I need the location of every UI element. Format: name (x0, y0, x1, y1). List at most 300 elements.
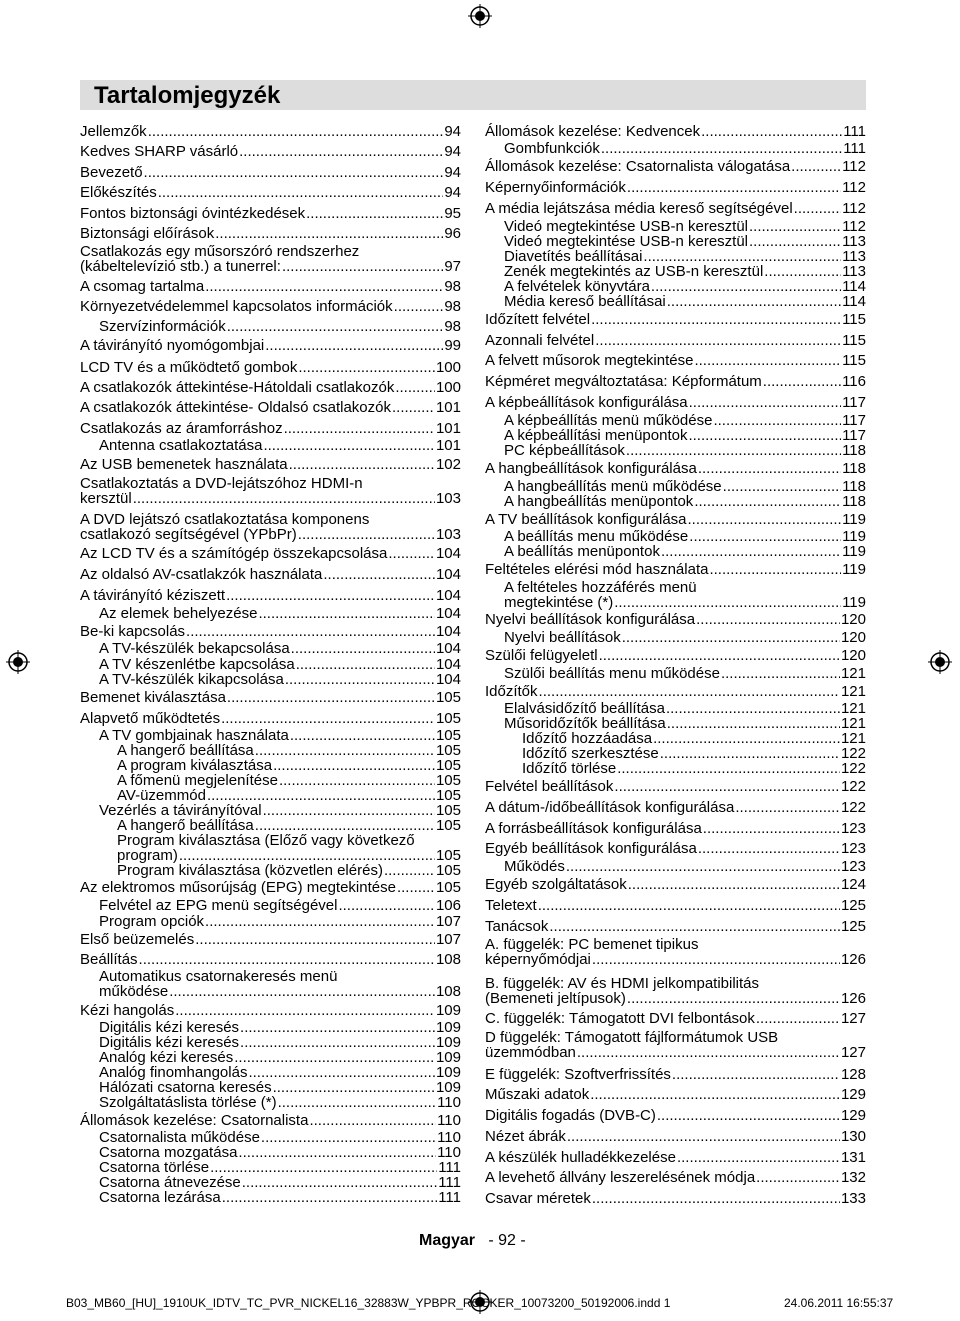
toc-entry[interactable] (80, 833, 461, 864)
toc-entry[interactable] (485, 159, 866, 175)
toc-entry[interactable] (485, 1108, 866, 1124)
toc-entry-title: Felvétel beállítások (485, 778, 614, 795)
toc-entry-title: Beállítás (80, 951, 138, 968)
toc-dot-leader (215, 226, 443, 242)
toc-page-number: 101 (435, 437, 461, 454)
toc-dot-leader (282, 259, 443, 275)
toc-entry[interactable] (485, 937, 866, 968)
toc-dot-leader (689, 529, 841, 545)
toc-entry-title: Csatorna átnevezése (99, 1174, 241, 1191)
toc-page-number: 109 (435, 1002, 461, 1019)
toc-entry-title: Az LCD TV és a számítógép összekapcsolása (80, 545, 388, 562)
toc-page-number: 120 (840, 647, 866, 664)
page-footer (419, 1232, 526, 1250)
toc-entry-title: Az USB bemenetek használata (80, 456, 288, 473)
toc-entry-title: Videó megtekintése USB-n keresztül (504, 218, 749, 235)
footer-language: Magyar (419, 1232, 476, 1249)
toc-entry[interactable] (485, 1011, 866, 1027)
toc-entry[interactable] (80, 711, 461, 727)
toc-page-number: 105 (435, 772, 461, 789)
toc-page-number: 105 (435, 787, 461, 804)
toc-page-number: 105 (435, 742, 461, 759)
toc-entry-title: D függelék: Támogatott fájlformátumok USB (485, 1029, 779, 1046)
toc-entry-title: megtekintése (*) (504, 594, 614, 611)
toc-entry[interactable] (80, 144, 461, 160)
toc-entry[interactable] (485, 1129, 866, 1145)
toc-page-number: 110 (437, 1129, 461, 1146)
toc-page-number: 120 (840, 629, 866, 646)
toc-page-number: 104 (435, 587, 461, 604)
toc-entry-title: A távirányító nyomógombjai (80, 337, 265, 354)
toc-entry[interactable] (485, 1150, 866, 1166)
toc-dot-leader (628, 877, 840, 893)
toc-page-number: 105 (435, 847, 461, 864)
toc-dot-leader (175, 1003, 435, 1019)
registration-mark-left-icon (6, 650, 30, 674)
toc-entry[interactable] (485, 666, 866, 682)
toc-dot-leader (590, 1087, 840, 1103)
toc-entry-title: Be-ki kapcsolás (80, 623, 186, 640)
toc-dot-leader (278, 1095, 437, 1111)
toc-dot-leader (384, 863, 435, 879)
toc-entry[interactable] (485, 1087, 866, 1103)
toc-dot-leader (791, 159, 841, 175)
toc-page-number: 104 (435, 545, 461, 562)
toc-entry-title: AV-üzemmód (117, 787, 206, 804)
toc-dot-leader (222, 1190, 437, 1206)
toc-page-number: 95 (444, 205, 461, 222)
toc-entry[interactable] (485, 294, 866, 310)
toc-entry-title: Környezetvédelemmel kapcsolatos információk (80, 298, 393, 315)
toc-entry-title: kersztül (80, 490, 132, 507)
toc-dot-leader (265, 338, 443, 354)
toc-entry[interactable] (80, 299, 461, 315)
registration-mark-top-icon (468, 4, 492, 28)
toc-page-number: 121 (840, 665, 866, 682)
toc-page-number: 105 (435, 817, 461, 834)
toc-entry-title: Biztonsági előírások (80, 225, 215, 242)
toc-page-number: 118 (842, 460, 866, 477)
toc-entry[interactable] (80, 226, 461, 242)
toc-entry[interactable] (80, 641, 461, 657)
toc-entry[interactable] (80, 567, 461, 583)
toc-entry[interactable] (485, 124, 866, 140)
toc-page-number: 120 (840, 611, 866, 628)
toc-entry-title: Előkészítés (80, 184, 157, 201)
toc-entry-title: A program kiválasztása (117, 757, 273, 774)
toc-entry-title: Digitális kézi keresés (99, 1034, 240, 1051)
toc-dot-leader (239, 144, 443, 160)
toc-page-number: 110 (437, 1112, 461, 1129)
toc-dot-leader (614, 779, 840, 795)
toc-entry[interactable] (485, 877, 866, 893)
toc-page-number: 111 (843, 140, 866, 157)
toc-dot-leader (657, 1108, 840, 1124)
toc-entry[interactable] (80, 932, 461, 948)
toc-dot-leader (723, 479, 841, 495)
toc-page-number: 103 (435, 490, 461, 507)
toc-entry-title: Feltételes elérési mód használata (485, 561, 709, 578)
toc-page-number: 107 (435, 913, 461, 930)
toc-entry[interactable] (80, 1113, 461, 1129)
toc-entry-title: Program kiválasztása (Előző vagy következő (117, 832, 415, 849)
toc-entry-title: A távirányító kéziszett (80, 587, 226, 604)
toc-dot-leader (289, 457, 435, 473)
toc-page-number: 126 (840, 951, 866, 968)
toc-dot-leader (599, 648, 840, 664)
toc-dot-leader (617, 761, 840, 777)
toc-dot-leader (394, 299, 444, 315)
toc-entry[interactable] (485, 1170, 866, 1186)
toc-entry-title: A hangerő beállítása (117, 742, 254, 759)
toc-entry[interactable] (80, 914, 461, 930)
toc-dot-leader (242, 1175, 437, 1191)
toc-entry[interactable] (80, 360, 461, 376)
toc-entry-title: működése (99, 983, 169, 1000)
toc-entry-title: Program kiválasztása (közvetlen elérés) (117, 862, 383, 879)
toc-entry-title: A hangbeállítások konfigurálása (485, 460, 697, 477)
toc-entry-title: Nézet ábrák (485, 1128, 566, 1145)
toc-entry-title: Állomások kezelése: Csatornalista válogatása (485, 158, 791, 175)
toc-page-number: 112 (842, 179, 866, 196)
toc-dot-leader (538, 898, 840, 914)
toc-dot-leader (263, 438, 435, 454)
toc-entry[interactable] (80, 457, 461, 473)
toc-entry-title: képernyőmódjai (485, 951, 591, 968)
toc-entry[interactable] (80, 624, 461, 640)
toc-entry-title: Működés (504, 858, 565, 875)
toc-entry[interactable] (485, 544, 866, 560)
toc-dot-leader (205, 914, 435, 930)
toc-entry-title: A TV-készülék kikapcsolása (99, 671, 284, 688)
toc-entry[interactable] (485, 312, 866, 328)
toc-entry[interactable] (80, 338, 461, 354)
toc-entry[interactable] (485, 201, 866, 217)
toc-entry[interactable] (485, 898, 866, 914)
toc-dot-leader (756, 1170, 840, 1186)
toc-entry[interactable] (485, 761, 866, 777)
toc-dot-leader (764, 264, 841, 280)
toc-title-bar (80, 80, 866, 110)
toc-entry-title: Vezérlés a távirányítóval (99, 802, 262, 819)
toc-dot-leader (567, 1129, 840, 1145)
toc-entry-title: Időzített felvétel (485, 311, 591, 328)
toc-entry[interactable] (485, 395, 866, 411)
toc-entry-title: program) (117, 847, 178, 864)
toc-entry[interactable] (485, 612, 866, 628)
toc-page-number: 115 (842, 352, 866, 369)
toc-entry[interactable] (80, 880, 461, 896)
toc-page-number: 125 (840, 918, 866, 935)
toc-page-number: 105 (435, 862, 461, 879)
toc-entry[interactable] (485, 976, 866, 1007)
toc-page-number: 106 (435, 897, 461, 914)
toc-page-number: 119 (842, 594, 866, 611)
toc-page-number: 122 (840, 745, 866, 762)
toc-entry[interactable] (485, 684, 866, 700)
toc-entry[interactable] (485, 779, 866, 795)
toc-page-number: 104 (435, 566, 461, 583)
print-slug-file: B03_MB60_[HU]_1910UK_IDTV_TC_PVR_NICKEL16_32883W_YPBPR_ROCKER_10073200_50192006.indd 1 (66, 1296, 671, 1310)
toc-entry-title: Képernyőinformációk (485, 179, 626, 196)
toc-entry-title: Időzítő szerkesztése (522, 745, 659, 762)
toc-entry-title: A DVD lejátszó csatlakoztatása komponens (80, 511, 370, 528)
toc-entry[interactable] (80, 952, 461, 968)
toc-entry[interactable] (485, 821, 866, 837)
toc-entry[interactable] (485, 859, 866, 875)
toc-entry[interactable] (485, 333, 866, 349)
toc-entry[interactable] (80, 380, 461, 396)
toc-dot-leader (298, 360, 435, 376)
toc-page-number: 122 (840, 778, 866, 795)
toc-entry[interactable] (80, 438, 461, 454)
toc-dot-leader (667, 716, 840, 732)
toc-entry-title: A csomag tartalma (80, 278, 205, 295)
toc-dot-leader (577, 1045, 840, 1061)
toc-entry[interactable] (485, 1067, 866, 1083)
toc-dot-leader (592, 1191, 840, 1207)
toc-page-number: 105 (435, 727, 461, 744)
toc-page-number: 108 (435, 951, 461, 968)
toc-entry-title: Alapvető működtetés (80, 710, 221, 727)
toc-entry-title: Hálózati csatorna keresés (99, 1079, 272, 1096)
toc-entry-title: A média lejátszása média kereső segítségével (485, 200, 793, 217)
toc-page-number: 119 (842, 561, 866, 578)
toc-entry-title: A hangbeállítás menüpontok (504, 493, 694, 510)
toc-dot-leader (258, 606, 435, 622)
toc-dot-leader (169, 984, 435, 1000)
toc-entry-title: Automatikus csatornakeresés menü (99, 968, 338, 985)
toc-dot-leader (227, 319, 444, 335)
toc-page-number: 104 (435, 605, 461, 622)
toc-dot-leader (261, 1130, 436, 1146)
toc-entry[interactable] (80, 588, 461, 604)
toc-page-number: 109 (435, 1049, 461, 1066)
toc-dot-leader (592, 952, 840, 968)
toc-page-number: 99 (444, 337, 461, 354)
toc-entry[interactable] (80, 898, 461, 914)
toc-entry[interactable] (485, 512, 866, 528)
toc-page-number: 132 (840, 1169, 866, 1186)
toc-entry-title: Bevezető (80, 164, 143, 181)
toc-dot-leader (392, 400, 435, 416)
toc-page-number: 104 (435, 656, 461, 673)
toc-entry-title: Analóg finomhangolás (99, 1064, 248, 1081)
toc-entry[interactable] (485, 1191, 866, 1207)
toc-entry-title: Egyéb szolgáltatások (485, 876, 627, 893)
toc-dot-leader (763, 374, 841, 390)
toc-entry-title: A TV-készülék bekapcsolása (99, 640, 290, 657)
toc-entry-title: Az elemek behelyezése (99, 605, 258, 622)
toc-entry-title: Műszaki adatok (485, 1086, 590, 1103)
toc-dot-leader (298, 527, 435, 543)
toc-entry[interactable] (80, 421, 461, 437)
toc-entry-title: Elalvásidőzítő beállítása (504, 700, 665, 717)
toc-entry[interactable] (80, 690, 461, 706)
toc-entry-title: Kedves SHARP vásárló (80, 143, 239, 160)
toc-entry[interactable] (80, 244, 461, 275)
toc-dot-leader (539, 684, 840, 700)
toc-dot-leader (290, 728, 435, 744)
toc-dot-leader (549, 919, 840, 935)
toc-entry[interactable] (80, 279, 461, 295)
toc-page-number: 109 (435, 1034, 461, 1051)
toc-entry[interactable] (80, 400, 461, 416)
toc-page-number: 122 (840, 760, 866, 777)
toc-page-number: 125 (840, 897, 866, 914)
toc-entry-title: Gombfunkciók (504, 140, 600, 157)
toc-entry-title: A felvételek könyvtára (504, 278, 650, 295)
toc-entry[interactable] (485, 374, 866, 390)
toc-dot-leader (133, 491, 435, 507)
toc-entry[interactable] (485, 1030, 866, 1061)
toc-dot-leader (709, 562, 841, 578)
toc-entry[interactable] (485, 461, 866, 477)
toc-dot-leader (273, 758, 435, 774)
toc-entry-title: Antenna csatlakoztatása (99, 437, 263, 454)
toc-dot-leader (626, 443, 841, 459)
toc-page-number: 110 (437, 1094, 461, 1111)
toc-dot-leader (666, 701, 840, 717)
toc-entry[interactable] (485, 841, 866, 857)
toc-entry[interactable] (80, 206, 461, 222)
toc-entry-title: Diavetítés beállításai (504, 248, 643, 265)
toc-dot-leader (285, 672, 435, 688)
toc-entry[interactable] (80, 606, 461, 622)
toc-entry[interactable] (80, 1003, 461, 1019)
toc-entry[interactable] (80, 165, 461, 181)
toc-page-number: 119 (842, 528, 866, 545)
toc-dot-leader (701, 124, 842, 140)
toc-entry-title: üzemmódban (485, 1044, 576, 1061)
toc-page-number: 118 (842, 493, 866, 510)
toc-page-number: 110 (437, 1144, 461, 1161)
toc-entry-title: Csatorna lezárása (99, 1189, 221, 1206)
toc-page-number: 127 (840, 1010, 866, 1027)
toc-entry-title: Bemenet kiválasztása (80, 689, 226, 706)
toc-dot-leader (144, 165, 444, 181)
toc-entry-title: A TV készenlétbe kapcsolása (99, 656, 295, 673)
toc-entry-title: A feltételes hozzáférés menü (504, 579, 697, 596)
toc-dot-leader (226, 588, 435, 604)
toc-entry[interactable] (80, 512, 461, 543)
toc-entry-title: Szervízinformációk (99, 318, 226, 335)
toc-dot-leader (688, 428, 841, 444)
toc-dot-leader (601, 141, 842, 157)
toc-dot-leader (566, 859, 840, 875)
toc-entry[interactable] (485, 494, 866, 510)
toc-dot-leader (614, 595, 841, 611)
toc-dot-leader (210, 1160, 437, 1176)
toc-entry[interactable] (80, 672, 461, 688)
toc-entry-title: Csatlakozás egy műsorszóró rendszerhez (80, 243, 360, 260)
toc-page-number: 113 (842, 233, 866, 250)
toc-entry[interactable] (485, 648, 866, 664)
toc-dot-leader (234, 1050, 435, 1066)
toc-entry[interactable] (80, 546, 461, 562)
toc-dot-leader (688, 512, 842, 528)
toc-entry-title: A főmenü megjelenítése (117, 772, 278, 789)
toc-page-number: 117 (842, 427, 866, 444)
toc-page-number: 111 (438, 1174, 461, 1191)
toc-page-number: 130 (840, 1128, 866, 1145)
toc-dot-leader (227, 690, 435, 706)
toc-entry-title: Egyéb beállítások konfigurálása (485, 840, 697, 857)
page-title: Tartalomjegyzék (94, 82, 281, 109)
toc-page-number: 123 (840, 840, 866, 857)
toc-entry[interactable] (485, 800, 866, 816)
toc-page-number: 111 (438, 1189, 461, 1206)
toc-entry[interactable] (80, 476, 461, 507)
toc-dot-leader (672, 1067, 840, 1083)
toc-page-number: 112 (842, 218, 866, 235)
toc-dot-leader (653, 731, 840, 747)
toc-entry-title: Tanácsok (485, 918, 549, 935)
toc-entry-title: Képméret megváltoztatása: Képformátum (485, 373, 762, 390)
toc-entry-title: PC képbeállítások (504, 442, 625, 459)
toc-page-number: 115 (842, 332, 866, 349)
toc-dot-leader (195, 932, 435, 948)
toc-entry[interactable] (80, 319, 461, 335)
toc-dot-leader (749, 219, 841, 235)
toc-entry-title: Szülői beállítás menu működése (504, 665, 720, 682)
toc-dot-leader (186, 624, 435, 640)
toc-page-number: 109 (435, 1079, 461, 1096)
toc-entry[interactable] (485, 353, 866, 369)
toc-entry-title: A beállítás menüpontok (504, 543, 660, 560)
toc-page-number: 94 (444, 184, 461, 201)
toc-entry[interactable] (485, 580, 866, 611)
toc-entry-title: csatlakozó segítségével (YPbPr) (80, 526, 297, 543)
toc-entry-title: A TV gombjainak használata (99, 727, 289, 744)
toc-entry[interactable] (485, 141, 866, 157)
toc-entry[interactable] (485, 919, 866, 935)
toc-page-number: 123 (840, 858, 866, 875)
toc-entry-title: C. függelék: Támogatott DVI felbontások (485, 1010, 755, 1027)
toc-page-number: 108 (435, 983, 461, 1000)
toc-dot-leader (158, 185, 444, 201)
toc-page-number: 112 (842, 200, 866, 217)
toc-entry-title: Fontos biztonsági óvintézkedések (80, 205, 306, 222)
toc-dot-leader (627, 991, 840, 1007)
toc-entry-title: A képbeállítások konfigurálása (485, 394, 688, 411)
toc-entry-title: E függelék: Szoftverfrissítés (485, 1066, 671, 1083)
toc-entry[interactable] (80, 185, 461, 201)
toc-entry-title: Csatlakozás az áramforráshoz (80, 420, 283, 437)
toc-page-number: 96 (444, 225, 461, 242)
toc-entry[interactable] (485, 630, 866, 646)
toc-entry[interactable] (80, 1095, 461, 1111)
toc-entry[interactable] (80, 969, 461, 1000)
toc-entry[interactable] (80, 1190, 461, 1206)
toc-page-number: 122 (840, 799, 866, 816)
toc-entry-title: Analóg kézi keresés (99, 1049, 234, 1066)
toc-entry[interactable] (80, 863, 461, 879)
toc-entry-title: LCD TV és a működtető gombok (80, 359, 298, 376)
toc-page-number: 104 (435, 640, 461, 657)
toc-entry[interactable] (485, 180, 866, 196)
toc-entry[interactable] (80, 124, 461, 140)
toc-dot-leader (221, 711, 435, 727)
toc-entry[interactable] (485, 443, 866, 459)
toc-entry[interactable] (485, 562, 866, 578)
print-slug-date: 24.06.2011 16:55:37 (784, 1296, 894, 1310)
toc-dot-leader (735, 800, 840, 816)
toc-dot-leader (622, 630, 840, 646)
toc-page-number: 105 (435, 710, 461, 727)
toc-page-number: 94 (444, 164, 461, 181)
toc-page-number: 111 (843, 123, 866, 140)
